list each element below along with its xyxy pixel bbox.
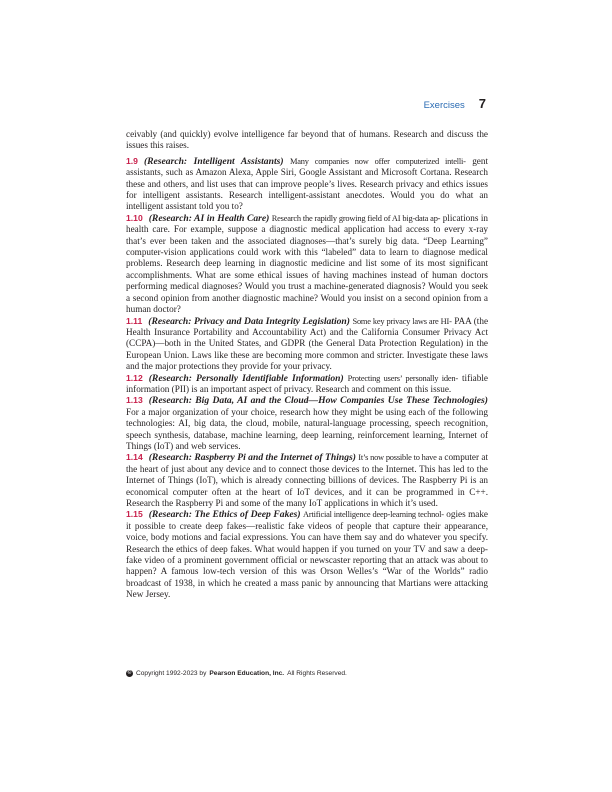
exercise-title: (Research: AI in Health Care) bbox=[148, 212, 270, 224]
running-header bbox=[424, 96, 486, 111]
publisher-name: Pearson Education, Inc. bbox=[209, 670, 285, 677]
exercise-number: 1.11 bbox=[126, 315, 143, 326]
exercise-number: 1.13 bbox=[126, 395, 143, 406]
exercise-body: plications in health care. For example, suppose a diagnostic medical application had access to every x-ray that’s ever been taken and the associated diagnoses—that’s surely big data. “Deep Learning” computer-vision applications could work with this “labeled” data to learn to diagnose medical problems. Research deep learning in diagnostic medicine and list some of its most significant accomplishments. What are some ethical issues of having machines instead of human doctors performing medical diagnoses? Would you trust a machine-generated diagnosis? Would you seek a second opinion from another diagnostic machine? Would you insist on a second opinion from a human doctor? bbox=[126, 212, 488, 315]
exercise-number: 1.14 bbox=[126, 452, 143, 463]
exercise-1-15 bbox=[126, 509, 488, 600]
copyright-prefix: Copyright 1992-2023 by bbox=[136, 670, 207, 677]
exercise-lead: Artificial intelligence deep-learning technol- bbox=[303, 510, 444, 520]
exercise-body: gent assistants, such as Amazon Alexa, Apple Siri, Google Assistant and Microsoft Cortana. Research these and others, and list uses that can improve people’s lives. Research privacy and ethics issues for intelligent assistants. Research intelligent-assistant anecdotes. Would you do what an intelligent assistant told you to? bbox=[126, 155, 489, 212]
exercise-1-13 bbox=[126, 395, 488, 452]
copyright-icon: © bbox=[127, 670, 132, 676]
copyright-suffix: All Rights Reserved. bbox=[287, 670, 347, 677]
exercise-lead: Some key privacy laws are HI- bbox=[352, 316, 452, 326]
exercise-number: 1.12 bbox=[126, 372, 143, 383]
exercise-lead: It’s now possible to have a bbox=[358, 453, 443, 463]
exercise-title: (Research: The Ethics of Deep Fakes) bbox=[148, 509, 301, 521]
exercise-title: (Research: Big Data, AI and the Cloud—How Companies Use These Technologies) bbox=[148, 395, 488, 407]
intro-continuation: ceivably (and quickly) evolve intelligence far beyond that of humans. Research and discuss the issues this raises. bbox=[126, 129, 488, 151]
exercise-title: (Research: Personally Identifiable Information) bbox=[148, 372, 344, 384]
exercise-body: ogies make it possible to create deep fakes—realistic fake videos of people that capture their appearance, voice, body motions and facial expressions. You can have them say and do whatever you specify. Research the ethics of deep fakes. What would happen if you turned on your TV and saw a deep-fake video of a prominent government official or newscaster reporting that an attack was about to happen? A famous low-tech version of this was Orson Welles’s “War of the Worlds” radio broadcast of 1938, in which he created a mass panic by announcing that Martians were attacking New Jersey. bbox=[126, 509, 489, 600]
exercise-1-11 bbox=[126, 316, 488, 373]
exercise-title: (Research: Raspberry Pi and the Internet of Things) bbox=[148, 452, 356, 464]
exercise-body: For a major organization of your choice, research how they might be using each of the following technologies: AI, big data, the cloud, mobile, natural-language processing, speech recognition, speech synthesis, database, machine learning, deep learning, reinforcement learning, Internet of Things (IoT) and web services. bbox=[126, 406, 488, 451]
exercise-body: computer at the heart of just about any device and to connect those devices to the Internet. This has led to the Internet of Things (IoT), which is already connecting billions of devices. The Raspberry Pi is an economical computer often at the heart of IoT devices, and it can be programmed in C++. Research the Raspberry Pi and some of the many IoT applications in which it’s used. bbox=[126, 452, 489, 508]
exercise-1-10 bbox=[126, 213, 488, 316]
exercise-lead: Protecting users’ personally iden- bbox=[347, 373, 459, 383]
exercise-body: tifiable information (PII) is an important aspect of privacy. Research and comment on this issue. bbox=[126, 372, 488, 394]
exercise-1-14 bbox=[126, 452, 488, 509]
exercise-lead: Many companies now offer computerized intelli- bbox=[289, 156, 466, 166]
section-title: Exercises bbox=[423, 100, 465, 111]
exercise-number: 1.15 bbox=[126, 509, 143, 520]
page-number: 7 bbox=[478, 96, 486, 111]
exercise-1-9 bbox=[126, 156, 488, 213]
exercise-title: (Research: Privacy and Data Integrity Legislation) bbox=[148, 315, 350, 327]
exercise-1-12 bbox=[126, 373, 488, 396]
exercise-number: 1.9 bbox=[126, 155, 138, 166]
exercise-title: (Research: Intelligent Assistants) bbox=[143, 155, 284, 167]
copyright-footer bbox=[126, 670, 347, 677]
exercise-list bbox=[126, 129, 488, 601]
exercise-lead: Research the rapidly growing field of AI big-data ap- bbox=[271, 213, 441, 223]
exercise-body: PAA (the Health Insurance Portability and Accountability Act) and the California Consumer Privacy Act (CCPA)—both in the United States, and GDPR (the General Data Protection Regulation) in the European Union. Laws like these are becoming more common and stricter. Investigate these laws and the major protections they provide for your privacy. bbox=[126, 315, 489, 372]
exercise-number: 1.10 bbox=[126, 212, 143, 223]
